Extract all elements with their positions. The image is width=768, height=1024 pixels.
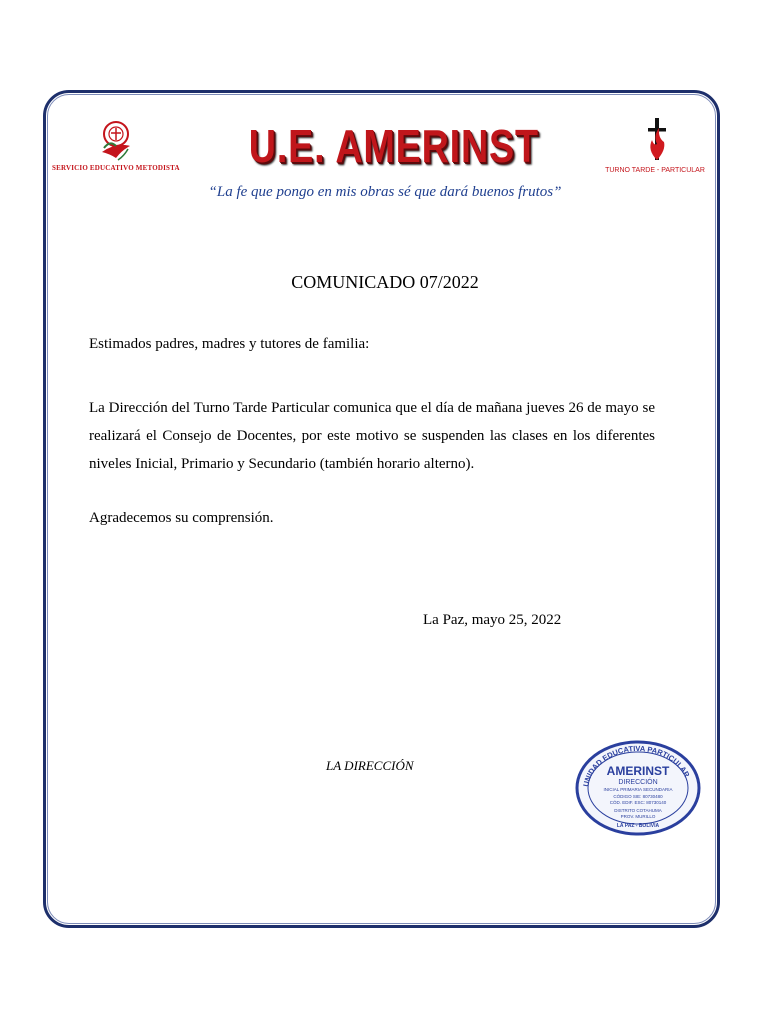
seal-district-1: DISTRITO COTAHUMA [614, 808, 662, 813]
official-seal [574, 739, 702, 837]
body-paragraph: La Dirección del Turno Tarde Particular comunica que el día de mañana jueves 26 de mayo se realizará el Consejo de Docentes, por este motivo se suspenden las clases en los diferentes niveles Inicial, Primario y Secundario (también horario alterno). [89, 400, 655, 472]
document-title: COMUNICADO 07/2022 [291, 272, 479, 292]
cross-flame-icon [644, 116, 670, 164]
methodist-service-caption: SERVICIO EDUCATIVO METODISTA [52, 164, 180, 172]
date-line: La Paz, mayo 25, 2022 [423, 612, 562, 628]
school-motto: “La fe que pongo en mis obras sé que dará buenos frutos” [208, 184, 562, 200]
seal-dept: DIRECCIÓN [618, 779, 658, 786]
school-brand-title: U.E. AMERINST [248, 120, 539, 172]
seal-code-2: CÓD. EDIF. ESC: 80730140 [609, 800, 667, 805]
seal-ring-text: UNIDAD EDUCATIVA PARTICULAR [581, 743, 692, 788]
signature: LA DIRECCIÓN [326, 758, 414, 773]
thanks-line: Agradecemos su comprensión. [89, 510, 274, 526]
afternoon-shift-caption: TURNO TARDE - PARTICULAR [605, 167, 705, 174]
seal-district-2: PROV. MURILLO [620, 814, 656, 819]
seal-levels: INICIAL PRIMARIA SECUNDARIA [603, 787, 673, 792]
seal-code-1: CÓDIGO SIE: 80730480 [613, 794, 663, 799]
seal-name: AMERINST [606, 764, 670, 778]
greeting: Estimados padres, madres y tutores de familia: [89, 336, 370, 352]
seal-city: LA PAZ - BOLIVIA [616, 823, 660, 829]
methodist-emblem-icon [94, 116, 138, 164]
